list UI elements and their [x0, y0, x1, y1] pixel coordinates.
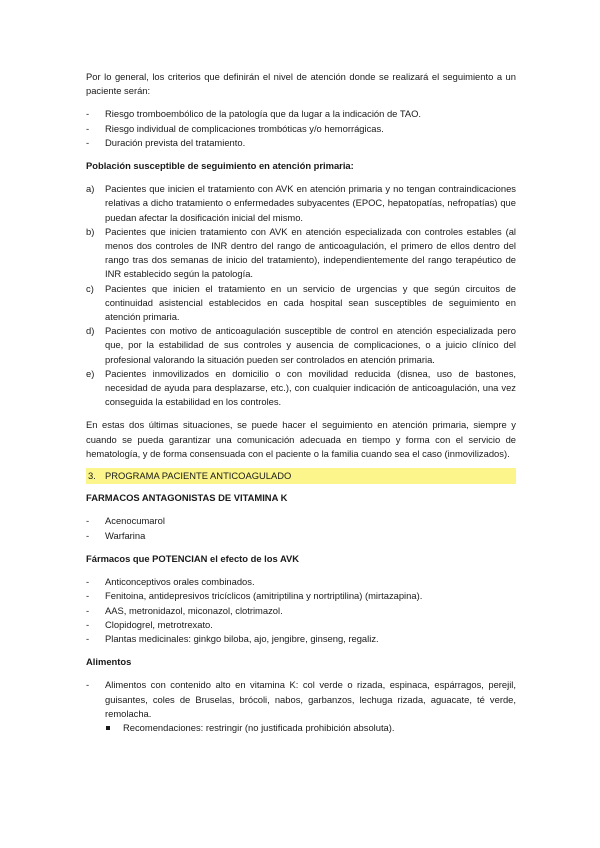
- alimentos-list: [86, 678, 516, 721]
- recommendation-list: [86, 721, 516, 735]
- list-item: - Clopidogrel, metrotrexato.: [86, 618, 516, 632]
- document-page: [86, 70, 516, 735]
- list-item: - Warfarina: [86, 529, 516, 543]
- list-item: - Alimentos con contenido alto en vitamina K: col verde o rizada, espinaca, espárragos, perejil, guisantes, coles de Bruselas, brócoli, nabos, garbanzos, lechuga rizada, aguacate, té verde, remolacha.: [86, 678, 516, 721]
- list-marker: c): [86, 282, 94, 294]
- list-item: - Plantas medicinales: ginkgo biloba, ajo, jengibre, ginseng, regaliz.: [86, 632, 516, 646]
- farmacos-list: [86, 514, 516, 542]
- list-item: [86, 282, 516, 325]
- list-marker: a): [86, 183, 95, 195]
- potencian-heading: Fármacos que POTENCIAN el efecto de los AVK: [86, 552, 300, 564]
- section-number: 3.: [88, 470, 96, 482]
- list-marker: e): [86, 367, 95, 379]
- potencian-list: [86, 575, 516, 646]
- section-title: PROGRAMA PACIENTE ANTICOAGULADO: [105, 470, 292, 482]
- list-item: - AAS, metronidazol, miconazol, clotrimazol.: [86, 604, 516, 618]
- intro-paragraph: Por lo general, los criterios que definirán el nivel de atención donde se realizará el seguimiento a un paciente serán:: [86, 71, 516, 97]
- list-item-text: Pacientes que inicien tratamiento con AVK en atención especializada con controles estables (al menos dos controles de INR dentro del rango de anticoagulación, el primero de ellos dentro del rango tras dos semanas de inicio del tratamiento), independientemente del rango terapéutico de INR establecido según la patología.: [105, 225, 516, 280]
- farmacos-heading: FARMACOS ANTAGONISTAS DE VITAMINA K: [86, 492, 288, 504]
- closing-paragraph: En estas dos últimas situaciones, se puede hacer el seguimiento en atención primaria, siempre y cuando se pueda garantizar una comunicación adecuada en tiempo y forma con el servicio de hematología, y de forma consensuada con el paciente o la familia cuando sea el caso (inmovilizados).: [86, 419, 516, 459]
- list-item: [86, 367, 516, 410]
- list-item: [86, 182, 516, 225]
- list-item-text: Pacientes con motivo de anticoagulación susceptible de control en atención especializada pero que, por la estabilidad de sus controles y ausencia de complicaciones, o a juicio clínico del profesional valorando la situación pueden ser controlados en atención primaria.: [105, 325, 516, 365]
- section-heading: [86, 468, 516, 484]
- list-item: - Anticonceptivos orales combinados.: [86, 575, 516, 589]
- alimentos-heading: Alimentos: [86, 656, 132, 668]
- list-marker: b): [86, 225, 95, 237]
- list-item: [86, 225, 516, 282]
- criteria-list: [86, 107, 516, 150]
- population-heading: Población susceptible de seguimiento en atención primaria:: [86, 160, 354, 172]
- population-list: [86, 182, 516, 409]
- list-item: [86, 324, 516, 367]
- list-item: - Acenocumarol: [86, 514, 516, 528]
- list-item: - Riesgo individual de complicaciones trombóticas y/o hemorrágicas.: [86, 122, 516, 136]
- list-item-text: Pacientes que inicien el tratamiento con AVK en atención primaria y no tengan contraindicaciones relativas a dicho tratamiento o enfermedades subyacentes (EPOC, hepatopatías, nefropatías) que puedan afectar la dosificación inicial del mismo.: [105, 183, 516, 223]
- list-item: - Riesgo tromboembólico de la patología que da lugar a la indicación de TAO.: [86, 107, 516, 121]
- list-marker: d): [86, 325, 95, 337]
- list-item-text: Pacientes inmovilizados en domicilio o con movilidad reducida (disnea, uso de bastones, necesidad de ayuda para desplazarse, etc.), con cualquier indicación de anticoagulación, una vez conseguida la estabilidad en los controles.: [105, 367, 516, 408]
- list-item: - Duración prevista del tratamiento.: [86, 136, 516, 150]
- list-item: Recomendaciones: restringir (no justificada prohibición absoluta).: [86, 721, 516, 735]
- list-item: - Fenitoina, antidepresivos tricíclicos (amitriptilina y nortriptilina) (mirtazapina).: [86, 589, 516, 603]
- list-item-text: Pacientes que inicien el tratamiento en un servicio de urgencias y que según circuitos de continuidad asistencial establecidos en cada hospital sean susceptibles de seguimiento en atención primaria.: [105, 282, 516, 323]
